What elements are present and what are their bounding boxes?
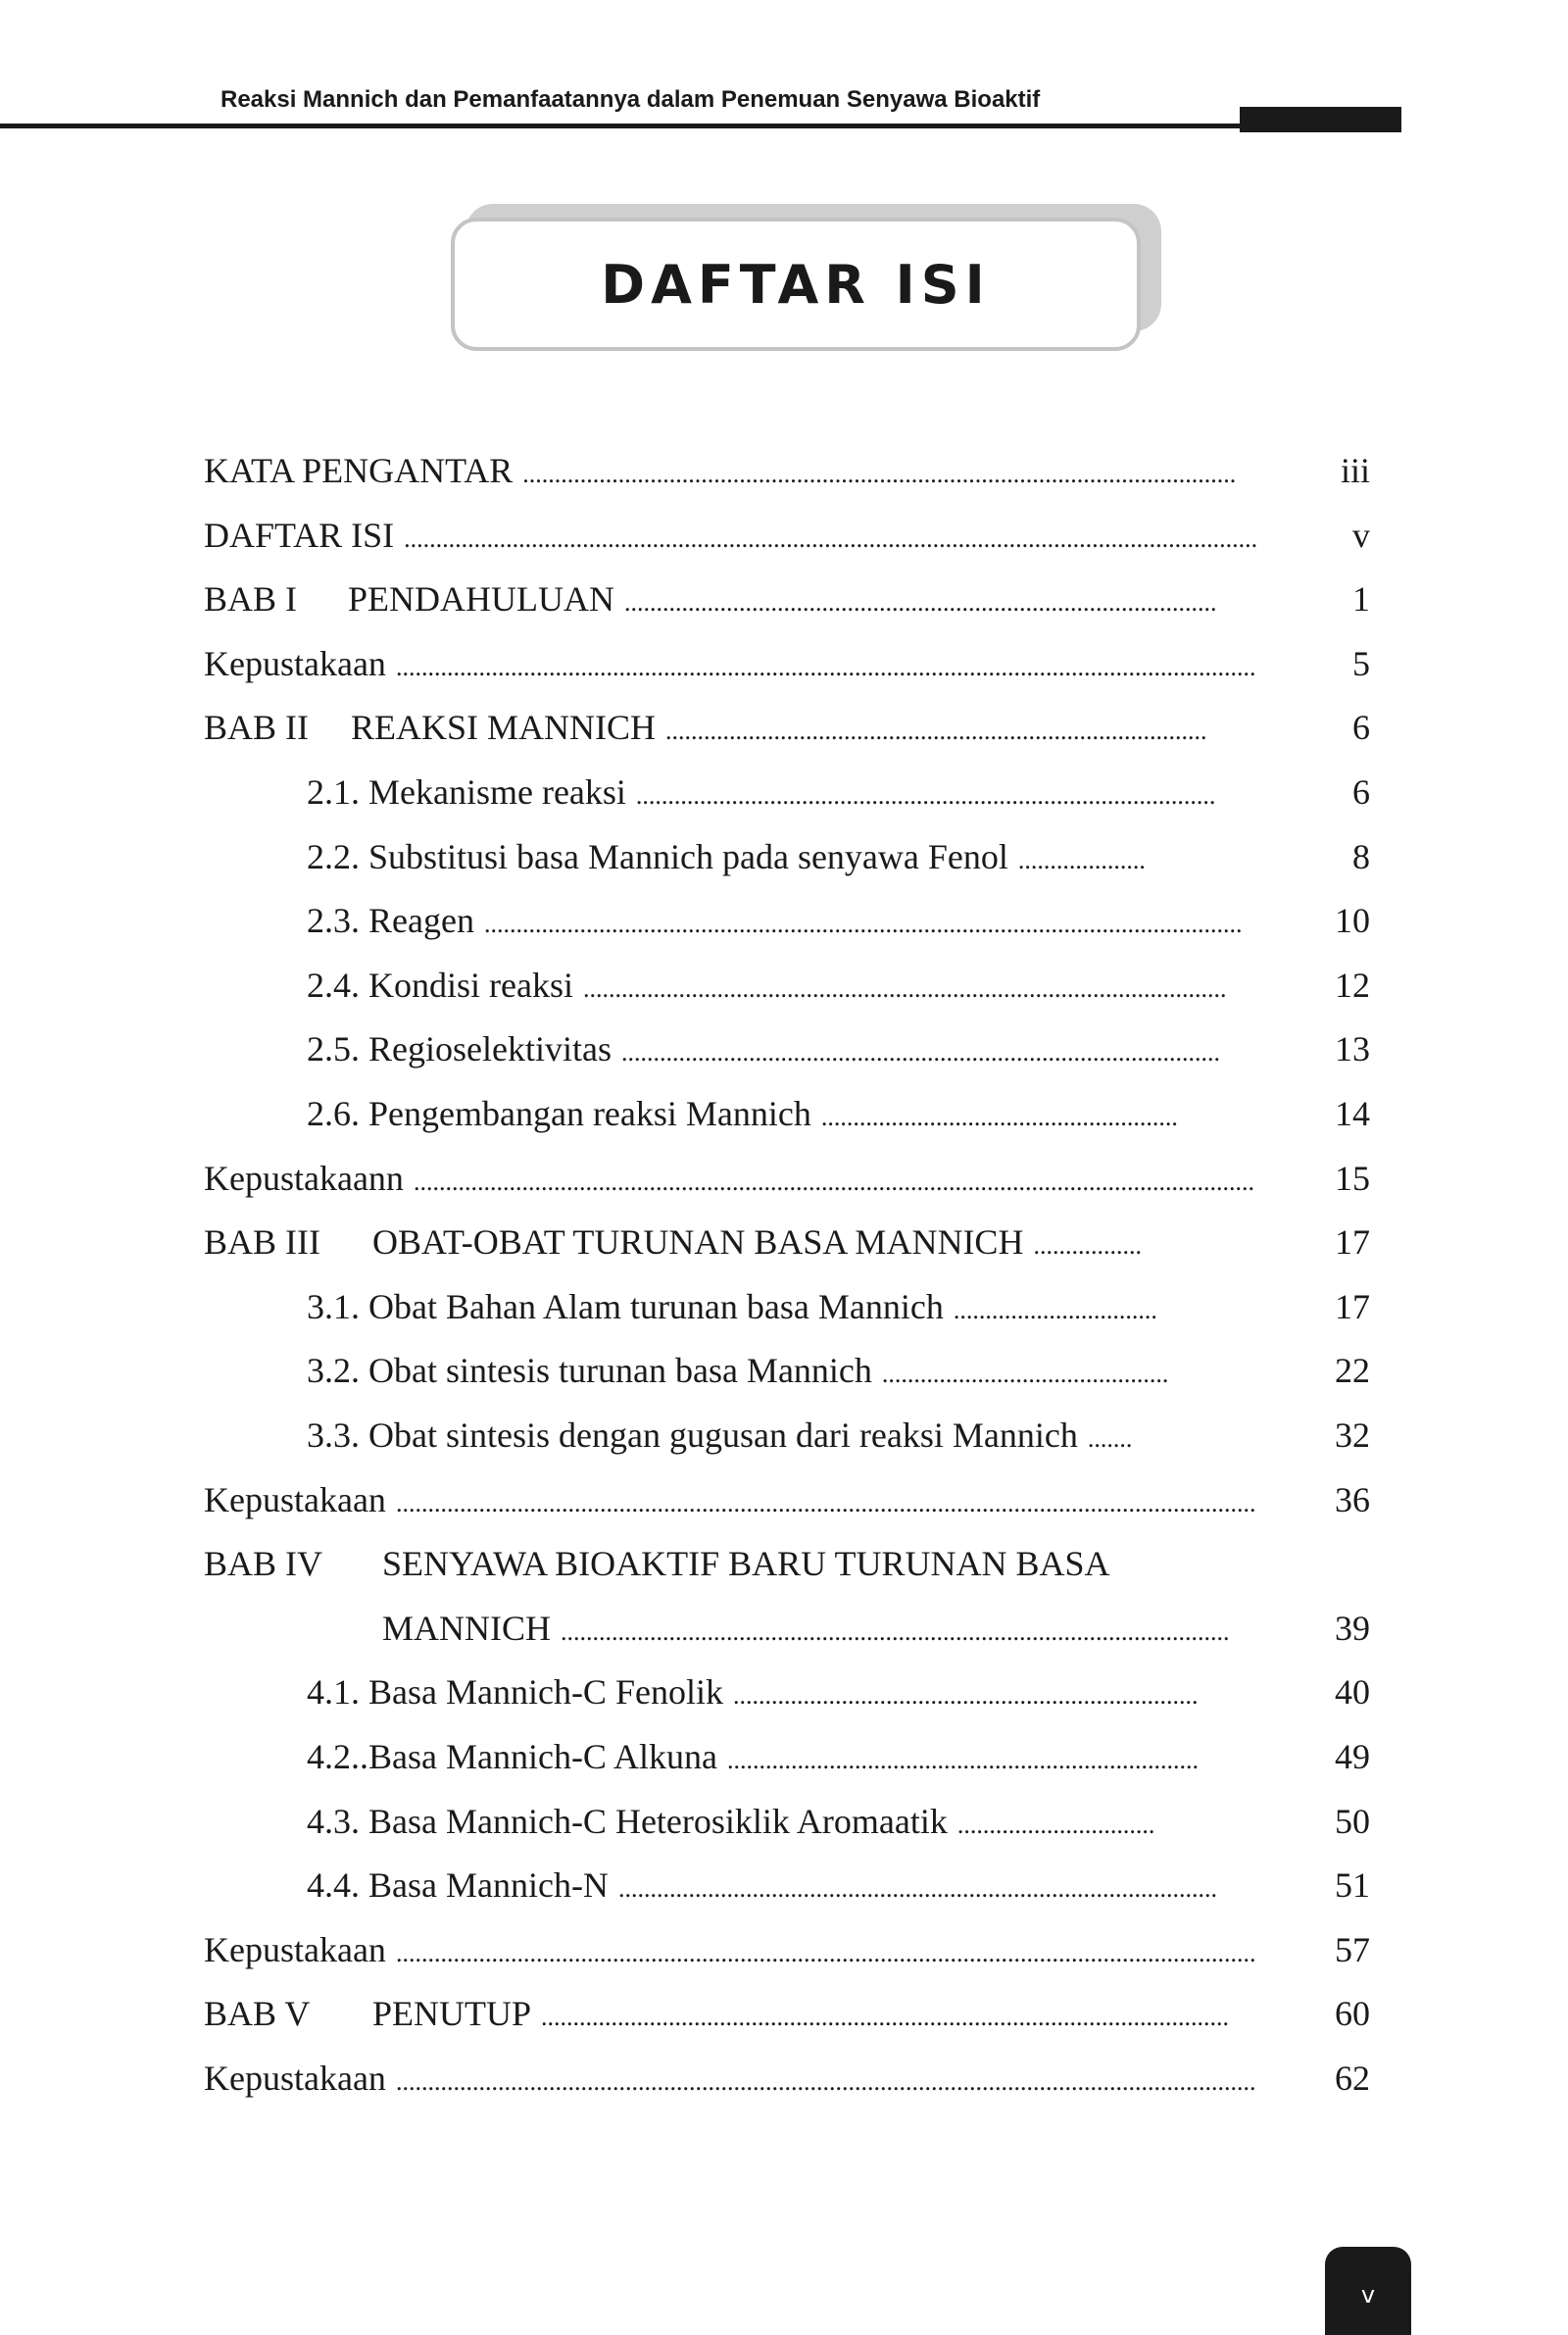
- toc-entry: [204, 1981, 1380, 2040]
- toc-entry-label: Kepustakaan: [204, 1479, 386, 1519]
- toc-leader-dots: ....................................................................................................................................: [413, 1167, 1254, 1196]
- header-bar: [1240, 107, 1401, 132]
- toc-page-number: 40: [1335, 1672, 1370, 1713]
- toc-leader-dots: .......................................................................................................................................: [395, 652, 1256, 681]
- toc-entry-label: BAB I: [204, 579, 298, 620]
- toc-entry: [204, 1146, 1380, 1205]
- toc-entry: [204, 631, 1380, 690]
- toc-leader-dots: ...............................: [956, 1810, 1155, 1839]
- toc-entry: [204, 1017, 1380, 1075]
- page-number-badge: [1325, 2247, 1411, 2335]
- toc-page-number: 5: [1352, 643, 1370, 683]
- toc-entry-label: BAB V: [204, 1994, 311, 2034]
- toc-entry: [204, 824, 1380, 883]
- toc-chapter-title: PENDAHULUAN: [348, 579, 614, 620]
- toc-entry: [204, 1338, 1380, 1397]
- toc-entry-label: 2.5. Regioselektivitas: [307, 1029, 612, 1069]
- toc-entry-label: 4.3. Basa Mannich-C Heterosiklik Aromaatik: [307, 1801, 948, 1841]
- toc-entry: [204, 1531, 1380, 1590]
- toc-leader-dots: .......................................................................................................................: [483, 910, 1243, 939]
- toc-entry-label: 3.1. Obat Bahan Alam turunan basa Mannich: [307, 1286, 944, 1326]
- toc-leader-dots: ...........................................................................................: [635, 781, 1216, 810]
- toc-entry: [204, 1853, 1380, 1912]
- toc-entry-label: 4.4. Basa Mannich-N: [307, 1865, 609, 1906]
- toc-entry: [204, 1660, 1380, 1718]
- toc-page-number: 36: [1335, 1479, 1370, 1519]
- toc-entry-label: 3.2. Obat sintesis turunan basa Mannich: [307, 1351, 872, 1391]
- toc-entry: [204, 503, 1380, 562]
- toc-page-number: 50: [1335, 1801, 1370, 1841]
- toc-entry: [204, 2046, 1380, 2105]
- toc-entry: [204, 695, 1380, 754]
- running-header: Reaksi Mannich dan Pemanfaatannya dalam Penemuan Senyawa Bioaktif: [220, 86, 1041, 113]
- toc-leader-dots: .....................................................................................: [665, 717, 1207, 746]
- toc-leader-dots: ................................................................................................................: [522, 460, 1237, 488]
- toc-entry-label: BAB III: [204, 1222, 320, 1263]
- toc-entry-label: MANNICH: [382, 1608, 552, 1648]
- toc-page-number: 57: [1335, 1929, 1370, 1969]
- toc-entry: [204, 1596, 1380, 1655]
- toc-entry: [204, 438, 1380, 497]
- toc-entry: [204, 1789, 1380, 1848]
- toc-leader-dots: .................: [1033, 1231, 1142, 1261]
- toc-entry-label: Kepustakaan: [204, 643, 386, 683]
- toc-entry: [204, 888, 1380, 947]
- toc-entry-label: KATA PENGANTAR: [204, 451, 514, 490]
- toc-entry: [204, 1724, 1380, 1783]
- toc-page-number: 22: [1335, 1351, 1370, 1391]
- toc-entry: [204, 953, 1380, 1012]
- toc-page-number: 62: [1335, 2059, 1370, 2098]
- toc-entry-label: 2.6. Pengembangan reaksi Mannich: [307, 1094, 811, 1133]
- toc-leader-dots: .........................................................................: [732, 1681, 1199, 1711]
- toc-leader-dots: ....................: [1017, 845, 1146, 874]
- toc-entry-label: 2.2. Substitusi basa Mannich pada senyawa Fenol: [307, 836, 1008, 876]
- toc-page-number: 17: [1335, 1222, 1370, 1263]
- toc-page-number: 6: [1352, 772, 1370, 812]
- page-number: v: [1360, 2281, 1376, 2309]
- toc-leader-dots: .........................................................................................................: [561, 1616, 1230, 1646]
- toc-page-number: 12: [1335, 965, 1370, 1005]
- toc-entry-label: 2.4. Kondisi reaksi: [307, 965, 573, 1005]
- header-rule: [0, 124, 1240, 128]
- title-box: [451, 218, 1141, 351]
- toc-entry-label: DAFTAR ISI: [204, 515, 395, 555]
- toc-entry-label: 4.1. Basa Mannich-C Fenolik: [307, 1672, 723, 1713]
- toc-page-number: 49: [1335, 1737, 1370, 1776]
- toc-leader-dots: .......................................................................................................................................: [395, 1938, 1256, 1967]
- toc-page-number: 13: [1335, 1029, 1370, 1069]
- toc-leader-dots: ................................: [953, 1295, 1157, 1324]
- toc-chapter-title: SENYAWA BIOAKTIF BARU TURUNAN BASA: [382, 1544, 1110, 1584]
- toc-entry: [204, 1081, 1380, 1140]
- toc-chapter-title: PENUTUP: [372, 1994, 532, 2034]
- toc-leader-dots: .......: [1087, 1424, 1133, 1453]
- toc-page-number: iii: [1340, 451, 1370, 490]
- toc-page-number: 8: [1352, 836, 1370, 876]
- toc-entry: [204, 567, 1380, 625]
- toc-entry-label: Kepustakaann: [204, 1158, 404, 1198]
- toc-leader-dots: ......................................................................................................................................: [404, 523, 1258, 553]
- toc-page-number: 32: [1335, 1416, 1370, 1455]
- toc-entry-label: Kepustakaan: [204, 2059, 386, 2098]
- toc-page-number: 15: [1335, 1158, 1370, 1198]
- toc-entry: [204, 1917, 1380, 1976]
- toc-leader-dots: ..............................................................................................: [620, 1038, 1220, 1068]
- toc-entry-label: BAB II: [204, 708, 309, 748]
- toc-leader-dots: .......................................................................................................................................: [395, 1488, 1256, 1517]
- toc-leader-dots: ..........................................................................: [726, 1746, 1199, 1774]
- toc-leader-dots: ............................................................................................................: [541, 2003, 1230, 2032]
- toc-chapter-title: OBAT-OBAT TURUNAN BASA MANNICH: [372, 1222, 1024, 1263]
- toc-entry-label: 4.2..Basa Mannich-C Alkuna: [307, 1737, 717, 1776]
- toc-leader-dots: .......................................................................................................................................: [395, 2067, 1256, 2096]
- toc-leader-dots: ..............................................................................................: [617, 1874, 1217, 1904]
- toc-leader-dots: .............................................................................................: [624, 588, 1217, 618]
- toc-page-number: 39: [1335, 1608, 1370, 1648]
- toc-page-number: 17: [1335, 1286, 1370, 1326]
- toc-entry: [204, 1210, 1380, 1268]
- toc-page-number: 10: [1335, 901, 1370, 941]
- toc-entry-label: Kepustakaan: [204, 1929, 386, 1969]
- toc-page-number: 60: [1335, 1994, 1370, 2034]
- toc-chapter-title: REAKSI MANNICH: [351, 708, 657, 748]
- toc-entry-label: 3.3. Obat sintesis dengan gugusan dari reaksi Mannich: [307, 1416, 1078, 1455]
- toc-page-number: 14: [1335, 1094, 1370, 1133]
- toc-page-number: 51: [1335, 1865, 1370, 1906]
- toc-page-number: 1: [1352, 579, 1370, 620]
- page-title: DAFTAR ISI: [601, 253, 991, 316]
- toc-entry: [204, 760, 1380, 819]
- toc-leader-dots: .............................................: [881, 1360, 1169, 1389]
- toc-entry-label: 2.1. Mekanisme reaksi: [307, 772, 626, 812]
- toc-entry-label: 2.3. Reagen: [307, 901, 474, 941]
- toc-page-number: v: [1352, 515, 1370, 555]
- toc-entry: [204, 1467, 1380, 1526]
- toc-leader-dots: ........................................................: [820, 1103, 1178, 1131]
- toc-page-number: 6: [1352, 708, 1370, 748]
- toc-entry: [204, 1274, 1380, 1333]
- toc-entry: [204, 1403, 1380, 1462]
- toc-leader-dots: .....................................................................................................: [582, 973, 1227, 1003]
- toc-entry-label: BAB IV: [204, 1544, 323, 1584]
